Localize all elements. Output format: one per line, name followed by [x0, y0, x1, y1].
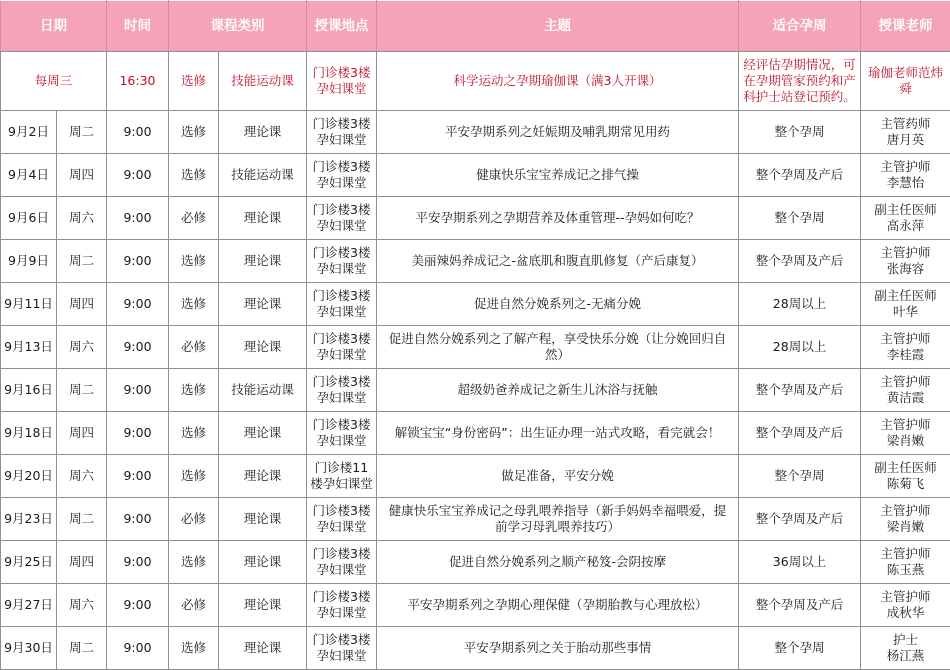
cell-location: 门诊楼3楼孕妇课堂	[307, 541, 377, 584]
teacher-title: 主管护师	[880, 417, 931, 432]
cell-topic: 健康快乐宝宝养成记之排气操	[377, 154, 739, 197]
cell-topic: 平安孕期系列之孕期心理保健（孕期胎教与心理放松）	[377, 584, 739, 627]
cell-topic: 做足准备，平安分娩	[377, 455, 739, 498]
table-row	[1, 154, 950, 197]
cell-date: 9月4日	[1, 154, 57, 197]
teacher-name: 杨江燕	[886, 648, 925, 663]
cell-suitable: 整个孕周及产后	[739, 498, 861, 541]
cell-teacher	[861, 627, 950, 670]
cell-teacher	[861, 154, 950, 197]
cell-suitable: 整个孕周	[739, 627, 861, 670]
cell-date: 9月18日	[1, 412, 57, 455]
cell-suitable: 整个孕周	[739, 197, 861, 240]
cell-type: 理论课	[219, 111, 307, 154]
cell-elective: 选修	[169, 111, 219, 154]
cell-weekday: 周四	[57, 283, 107, 326]
cell-time: 9:00	[107, 326, 169, 369]
header-topic: 主题	[377, 1, 739, 52]
header-date: 日期	[1, 1, 107, 52]
table-row	[1, 584, 950, 627]
cell-time: 9:00	[107, 455, 169, 498]
teacher-title: 主管护师	[880, 589, 931, 604]
teacher-title: 主管护师	[880, 503, 931, 518]
featured-row	[1, 52, 950, 111]
cell-date: 9月13日	[1, 326, 57, 369]
teacher-name: 张海容	[886, 261, 925, 276]
featured-time: 16:30	[107, 52, 169, 111]
cell-type: 理论课	[219, 240, 307, 283]
cell-location: 门诊楼3楼孕妇课堂	[307, 627, 377, 670]
cell-type: 理论课	[219, 498, 307, 541]
cell-time: 9:00	[107, 627, 169, 670]
cell-topic: 平安孕期系列之关于胎动那些事情	[377, 627, 739, 670]
cell-elective: 必修	[169, 326, 219, 369]
cell-time: 9:00	[107, 283, 169, 326]
cell-type: 理论课	[219, 541, 307, 584]
cell-weekday: 周二	[57, 369, 107, 412]
cell-elective: 选修	[169, 541, 219, 584]
teacher-name: 唐月英	[886, 132, 925, 147]
cell-weekday: 周六	[57, 584, 107, 627]
teacher-title: 主管护师	[880, 245, 931, 260]
cell-location: 门诊楼11楼孕妇课堂	[307, 455, 377, 498]
cell-date: 9月6日	[1, 197, 57, 240]
cell-weekday: 周二	[57, 111, 107, 154]
cell-location: 门诊楼3楼孕妇课堂	[307, 369, 377, 412]
teacher-name: 李桂霞	[886, 347, 925, 362]
table-row	[1, 240, 950, 283]
cell-teacher	[861, 498, 950, 541]
cell-location: 门诊楼3楼孕妇课堂	[307, 111, 377, 154]
cell-location: 门诊楼3楼孕妇课堂	[307, 584, 377, 627]
header-category: 课程类别	[169, 1, 307, 52]
cell-topic: 平安孕期系列之孕期营养及体重管理--孕妈如何吃？	[377, 197, 739, 240]
cell-topic: 平安孕期系列之妊娠期及哺乳期常见用药	[377, 111, 739, 154]
teacher-name: 黄洁霞	[886, 390, 925, 405]
teacher-name: 梁肖嫩	[886, 433, 925, 448]
cell-teacher	[861, 412, 950, 455]
cell-suitable: 整个孕周及产后	[739, 240, 861, 283]
cell-teacher	[861, 584, 950, 627]
cell-date: 9月16日	[1, 369, 57, 412]
cell-date: 9月23日	[1, 498, 57, 541]
featured-day: 每周三	[1, 52, 107, 111]
cell-teacher	[861, 111, 950, 154]
cell-type: 理论课	[219, 412, 307, 455]
teacher-name: 梁肖嫩	[886, 519, 925, 534]
table-row	[1, 627, 950, 670]
cell-topic: 健康快乐宝宝养成记之母乳喂养指导（新手妈妈幸福喂爱，提前学习母乳喂养技巧）	[377, 498, 739, 541]
cell-time: 9:00	[107, 240, 169, 283]
cell-type: 理论课	[219, 455, 307, 498]
cell-elective: 选修	[169, 412, 219, 455]
header-suitable: 适合孕周	[739, 1, 861, 52]
cell-type: 理论课	[219, 326, 307, 369]
cell-location: 门诊楼3楼孕妇课堂	[307, 498, 377, 541]
cell-date: 9月9日	[1, 240, 57, 283]
cell-date: 9月2日	[1, 111, 57, 154]
header-teacher: 授课老师	[861, 1, 950, 52]
table-row	[1, 369, 950, 412]
cell-elective: 选修	[169, 455, 219, 498]
cell-type: 理论课	[219, 197, 307, 240]
teacher-title: 副主任医师	[874, 288, 937, 303]
cell-topic: 促进自然分娩系列之顺产秘笈-会阴按摩	[377, 541, 739, 584]
cell-time: 9:00	[107, 369, 169, 412]
featured-location: 门诊楼3楼孕妇课堂	[307, 52, 377, 111]
cell-teacher	[861, 283, 950, 326]
cell-elective: 选修	[169, 154, 219, 197]
cell-type: 技能运动课	[219, 154, 307, 197]
cell-location: 门诊楼3楼孕妇课堂	[307, 154, 377, 197]
table-row	[1, 283, 950, 326]
cell-weekday: 周六	[57, 197, 107, 240]
cell-teacher	[861, 369, 950, 412]
teacher-title: 主管护师	[880, 331, 931, 346]
cell-time: 9:00	[107, 541, 169, 584]
header-time: 时间	[107, 1, 169, 52]
cell-suitable: 36周以上	[739, 541, 861, 584]
teacher-name: 李慧怡	[886, 175, 925, 190]
table-row	[1, 197, 950, 240]
teacher-name: 成秋华	[886, 605, 925, 620]
cell-elective: 必修	[169, 197, 219, 240]
cell-elective: 必修	[169, 498, 219, 541]
teacher-title: 主管药师	[880, 116, 931, 131]
cell-elective: 必修	[169, 584, 219, 627]
cell-topic: 促进自然分娩系列之了解产程，享受快乐分娩（让分娩回归自然）	[377, 326, 739, 369]
cell-topic: 解锁宝宝“身份密码”：出生证办理一站式攻略，看完就会！	[377, 412, 739, 455]
teacher-title: 主管护师	[880, 374, 931, 389]
cell-weekday: 周二	[57, 498, 107, 541]
teacher-name: 陈菊飞	[886, 476, 925, 491]
cell-time: 9:00	[107, 197, 169, 240]
cell-weekday: 周四	[57, 541, 107, 584]
featured-topic: 科学运动之孕期瑜伽课（满3人开课）	[377, 52, 739, 111]
teacher-name: 陈玉燕	[886, 562, 925, 577]
cell-topic: 美丽辣妈养成记之-盆底肌和腹直肌修复（产后康复）	[377, 240, 739, 283]
table-row	[1, 455, 950, 498]
cell-teacher	[861, 326, 950, 369]
header-row	[1, 1, 950, 52]
cell-time: 9:00	[107, 498, 169, 541]
teacher-name: 高永萍	[886, 218, 925, 233]
cell-type: 技能运动课	[219, 369, 307, 412]
teacher-name: 叶华	[892, 304, 918, 319]
cell-weekday: 周二	[57, 627, 107, 670]
table-row	[1, 326, 950, 369]
cell-date: 9月25日	[1, 541, 57, 584]
cell-teacher	[861, 197, 950, 240]
cell-date: 9月20日	[1, 455, 57, 498]
cell-time: 9:00	[107, 154, 169, 197]
cell-weekday: 周二	[57, 240, 107, 283]
teacher-title: 主管护师	[880, 159, 931, 174]
table-row	[1, 111, 950, 154]
cell-topic: 超级奶爸养成记之新生儿沐浴与抚触	[377, 369, 739, 412]
cell-weekday: 周四	[57, 412, 107, 455]
cell-suitable: 整个孕周及产后	[739, 412, 861, 455]
cell-topic: 促进自然分娩系列之-无痛分娩	[377, 283, 739, 326]
table-row	[1, 412, 950, 455]
featured-suitable: 经评估孕期情况，可在孕期管家预约和产科护士站登记预约。	[739, 52, 861, 111]
cell-elective: 选修	[169, 240, 219, 283]
cell-elective: 选修	[169, 283, 219, 326]
header-location: 授课地点	[307, 1, 377, 52]
cell-date: 9月11日	[1, 283, 57, 326]
cell-weekday: 周六	[57, 326, 107, 369]
cell-teacher	[861, 455, 950, 498]
cell-elective: 选修	[169, 627, 219, 670]
featured-type: 技能运动课	[219, 52, 307, 111]
cell-teacher	[861, 541, 950, 584]
cell-suitable: 整个孕周及产后	[739, 584, 861, 627]
cell-suitable: 28周以上	[739, 326, 861, 369]
cell-type: 理论课	[219, 283, 307, 326]
featured-teacher: 瑜伽老师范炜舜	[861, 52, 950, 111]
cell-teacher	[861, 240, 950, 283]
cell-location: 门诊楼3楼孕妇课堂	[307, 283, 377, 326]
table-row	[1, 498, 950, 541]
table-row	[1, 541, 950, 584]
cell-date: 9月27日	[1, 584, 57, 627]
cell-suitable: 整个孕周及产后	[739, 154, 861, 197]
cell-type: 理论课	[219, 584, 307, 627]
cell-suitable: 28周以上	[739, 283, 861, 326]
cell-weekday: 周六	[57, 455, 107, 498]
cell-location: 门诊楼3楼孕妇课堂	[307, 197, 377, 240]
cell-date: 9月30日	[1, 627, 57, 670]
cell-time: 9:00	[107, 111, 169, 154]
cell-type: 理论课	[219, 627, 307, 670]
cell-suitable: 整个孕周	[739, 111, 861, 154]
teacher-title: 主管护师	[880, 546, 931, 561]
cell-weekday: 周四	[57, 154, 107, 197]
cell-suitable: 整个孕周	[739, 455, 861, 498]
cell-location: 门诊楼3楼孕妇课堂	[307, 412, 377, 455]
cell-elective: 选修	[169, 369, 219, 412]
cell-location: 门诊楼3楼孕妇课堂	[307, 326, 377, 369]
teacher-title: 副主任医师	[874, 202, 937, 217]
teacher-title: 副主任医师	[874, 460, 937, 475]
cell-time: 9:00	[107, 584, 169, 627]
cell-suitable: 整个孕周及产后	[739, 369, 861, 412]
teacher-title: 护士	[892, 632, 918, 647]
cell-time: 9:00	[107, 412, 169, 455]
featured-elective: 选修	[169, 52, 219, 111]
cell-location: 门诊楼3楼孕妇课堂	[307, 240, 377, 283]
